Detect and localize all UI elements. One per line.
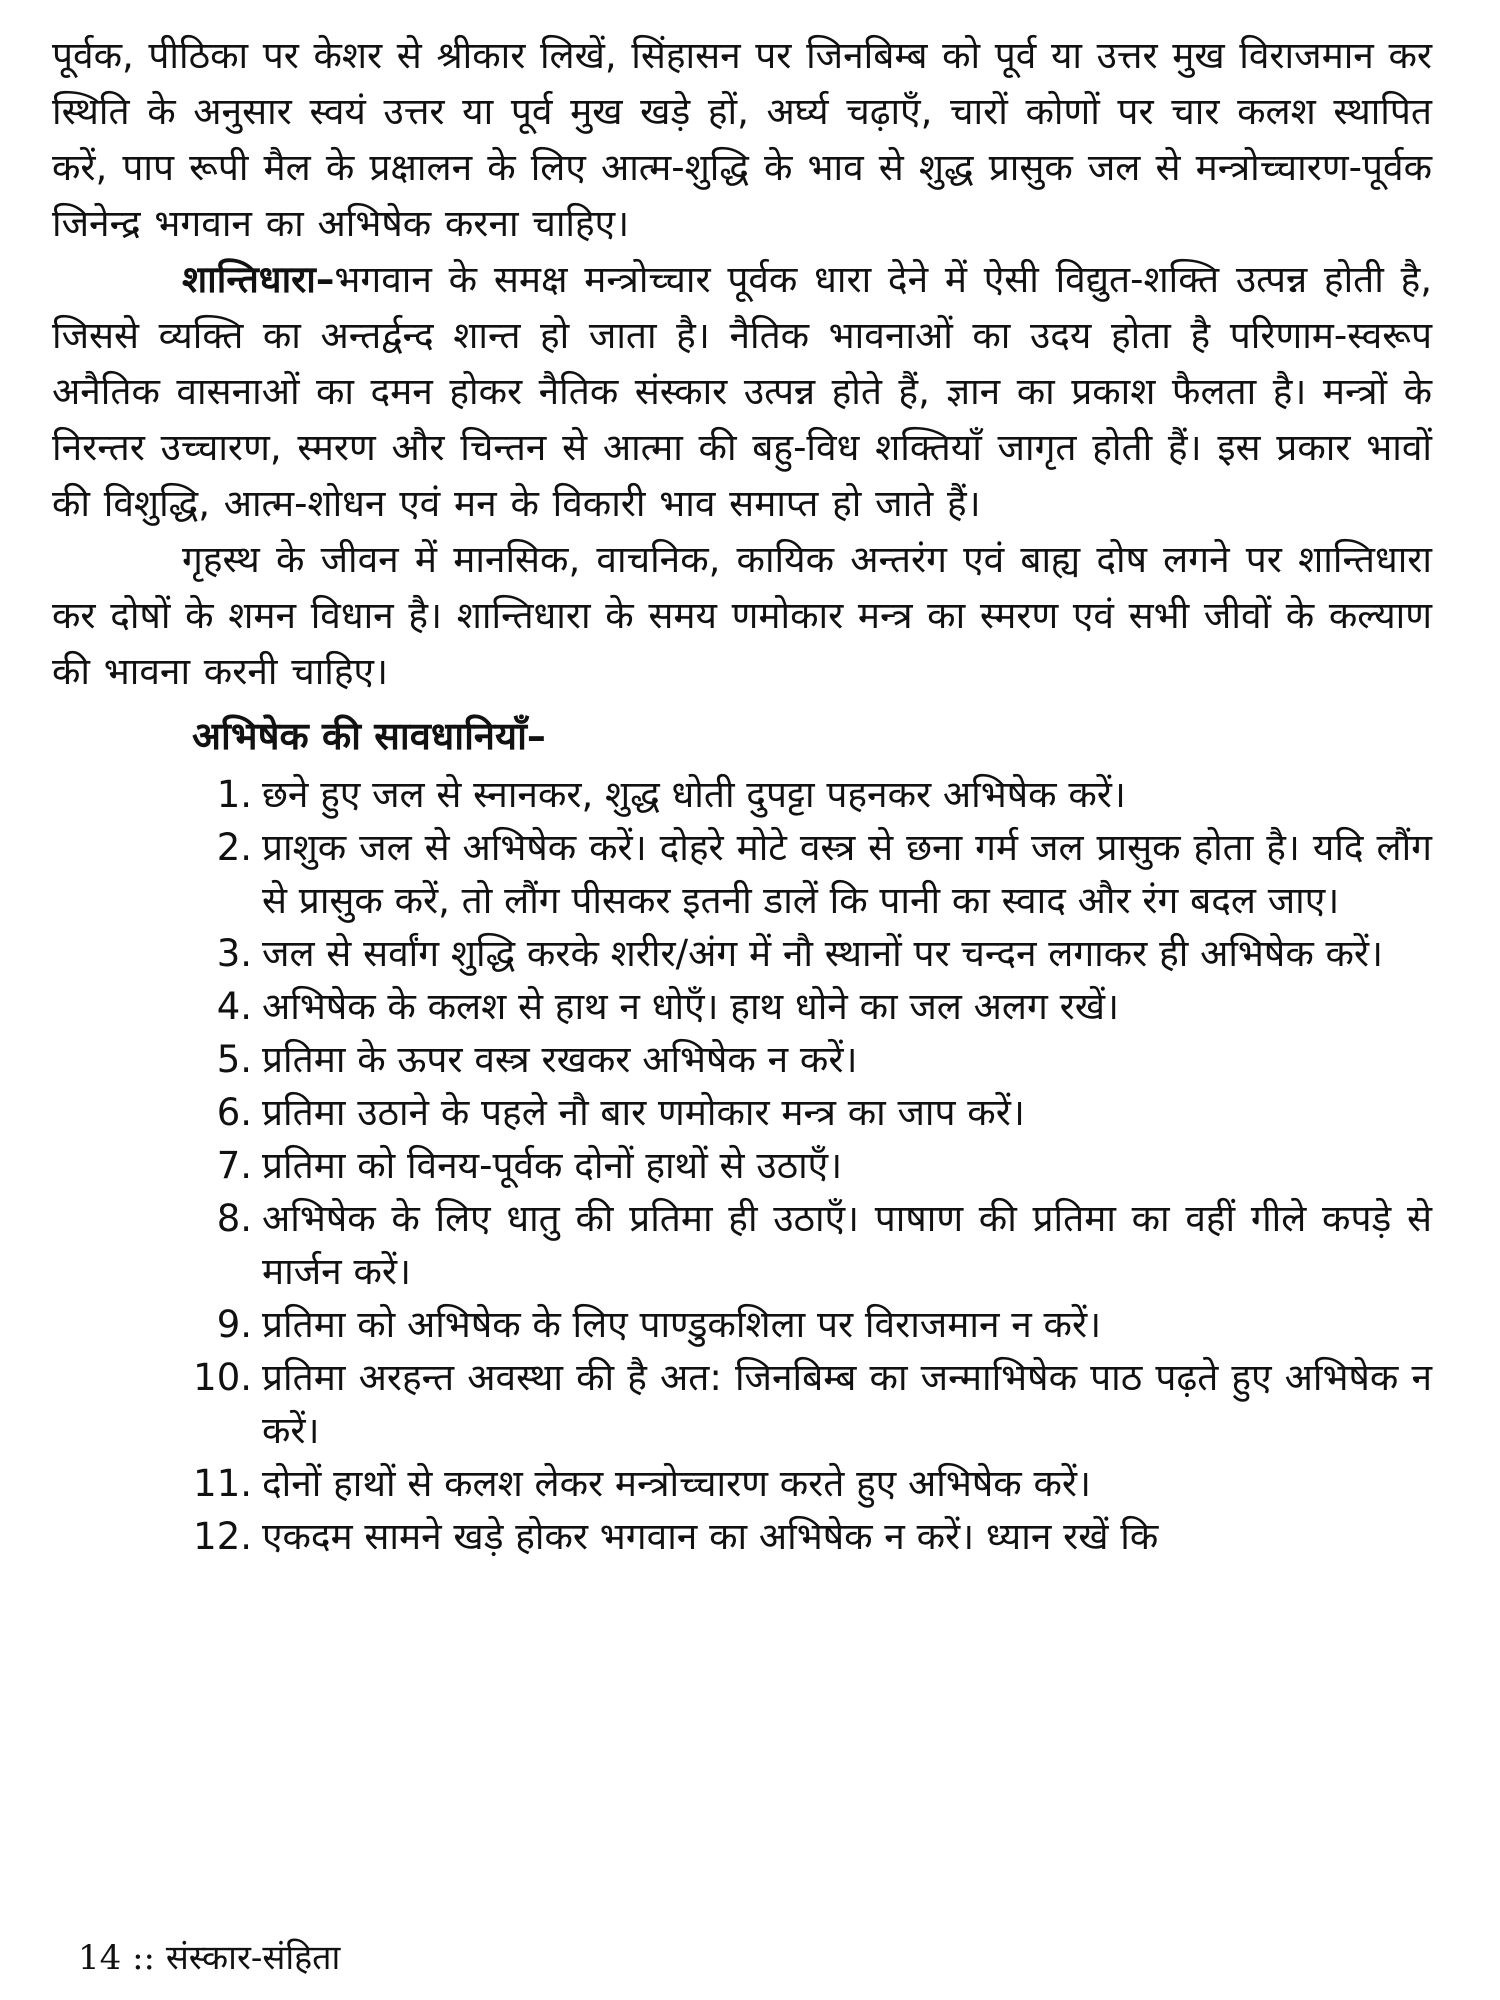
list-item-text: प्राशुक जल से अभिषेक करें। दोहरे मोटे वस्त्र से छना गर्म जल प्रासुक होता है। यदि लौंग से प्रासुक करें, तो लौंग पीसकर इतनी डालें कि पानी का स्वाद और रंग बदल जाए। (262, 826, 1432, 922)
list-item (52, 821, 1432, 927)
list-item-number: 10. (193, 1356, 252, 1399)
document-page (52, 28, 1432, 1968)
list-item-text: प्रतिमा को विनय-पूर्वक दोनों हाथों से उठाएँ। (262, 1144, 843, 1187)
list-item (52, 1086, 1432, 1139)
list-item-number: 11. (193, 1462, 252, 1505)
list-item (52, 1510, 1432, 1563)
list-item-number: 3. (216, 932, 252, 975)
list-item-text: अभिषेक के कलश से हाथ न धोएँ। हाथ धोने का जल अलग रखें। (262, 985, 1120, 1028)
list-item-text: प्रतिमा के ऊपर वस्त्र रखकर अभिषेक न करें। (262, 1038, 858, 1081)
list-item (52, 1457, 1432, 1510)
list-item-text: प्रतिमा उठाने के पहले नौ बार णमोकार मन्त्र का जाप करें। (262, 1091, 1025, 1134)
list-item (52, 1139, 1432, 1192)
list-item-text: प्रतिमा को अभिषेक के लिए पाण्डुकशिला पर विराजमान न करें। (262, 1303, 1102, 1346)
list-item (52, 1192, 1432, 1298)
paragraph-grihastha: गृहस्थ के जीवन में मानसिक, वाचनिक, कायिक अन्तरंग एवं बाह्य दोष लगने पर शान्तिधारा कर दोषों के शमन विधान है। शान्तिधारा के समय णमोकार मन्त्र का स्मरण एवं सभी जीवों के कल्याण की भावना करनी चाहिए। (52, 538, 1432, 693)
list-item-number: 1. (216, 773, 252, 816)
list-item (52, 1033, 1432, 1086)
list-item-text: अभिषेक के लिए धातु की प्रतिमा ही उठाएँ। पाषाण की प्रतिमा का वहीं गीले कपड़े से मार्जन करें। (262, 1197, 1432, 1293)
shantidhara-dash: – (315, 258, 335, 301)
book-title: संस्कार-संहिता (165, 1938, 341, 1978)
precautions-list (52, 768, 1432, 1563)
shantidhara-term: शान्तिधारा (182, 258, 316, 301)
list-item-number: 6. (216, 1091, 252, 1134)
footer-separator: :: (132, 1938, 155, 1978)
list-item-number: 4. (216, 985, 252, 1028)
list-item-text: प्रतिमा अरहन्त अवस्था की है अत: जिनबिम्ब का जन्माभिषेक पाठ पढ़ते हुए अभिषेक न करें। (262, 1356, 1432, 1452)
list-item (52, 768, 1432, 821)
list-item-number: 12. (193, 1515, 252, 1558)
list-item-text: जल से सर्वांग शुद्धि करके शरीर/अंग में नौ स्थानों पर चन्दन लगाकर ही अभिषेक करें। (262, 932, 1384, 975)
list-item-number: 8. (216, 1197, 252, 1240)
list-item-number: 2. (216, 826, 252, 869)
page-number: 14 (78, 1938, 122, 1978)
list-item (52, 1298, 1432, 1351)
paragraph-shantidhara (52, 252, 1432, 532)
list-item-text: छने हुए जल से स्नानकर, शुद्ध धोती दुपट्टा पहनकर अभिषेक करें। (262, 773, 1126, 816)
list-item-number: 9. (216, 1303, 252, 1346)
list-item-text: दोनों हाथों से कलश लेकर मन्त्रोच्चारण करते हुए अभिषेक करें। (262, 1462, 1092, 1505)
page-footer (78, 1938, 340, 1978)
list-item-number: 5. (216, 1038, 252, 1081)
list-item (52, 980, 1432, 1033)
paragraph-abhishek-method: पूर्वक, पीठिका पर केशर से श्रीकार लिखें, सिंहासन पर जिनबिम्ब को पूर्व या उत्तर मुख विराजमान कर स्थिति के अनुसार स्वयं उत्तर या पूर्व मुख खड़े हों, अर्घ्य चढ़ाएँ, चारों कोणों पर चार कलश स्थापित करें, पाप रूपी मैल के प्रक्षालन के लिए आत्म-शुद्धि के भाव से शुद्ध प्रासुक जल से मन्त्रोच्चारण-पूर्वक जिनेन्द्र भगवान का अभिषेक करना चाहिए। (52, 34, 1432, 245)
list-item-text: एकदम सामने खड़े होकर भगवान का अभिषेक न करें। ध्यान रखें कि (262, 1515, 1159, 1558)
list-item (52, 927, 1432, 980)
list-item (52, 1351, 1432, 1457)
section-heading: अभिषेक की सावधानियाँ– (192, 714, 546, 758)
shantidhara-text: भगवान के समक्ष मन्त्रोच्चार पूर्वक धारा देने में ऐसी विद्युत-शक्ति उत्पन्न होती है, जिससे व्यक्ति का अन्तर्द्वन्द शान्त हो जाता है। नैतिक भावनाओं का उदय होता है परिणाम-स्वरूप अनैतिक वासनाओं का दमन होकर नैतिक संस्कार उत्पन्न होते हैं, ज्ञान का प्रकाश फैलता है। मन्त्रों के निरन्तर उच्चारण, स्मरण और चिन्तन से आत्मा की बहु-विध शक्तियाँ जागृत होती हैं। इस प्रकार भावों की विशुद्धि, आत्म-शोधन एवं मन के विकारी भाव समाप्त हो जाते हैं। (52, 258, 1432, 525)
list-item-number: 7. (216, 1144, 252, 1187)
